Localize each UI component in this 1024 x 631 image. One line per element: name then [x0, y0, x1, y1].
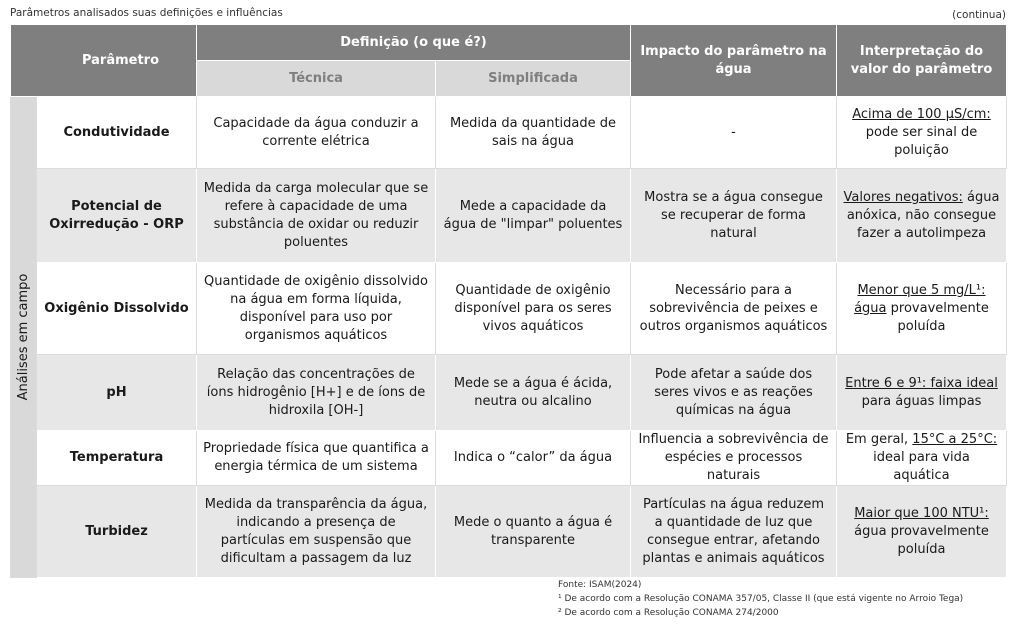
def-tecnica: Medida da carga molecular que se refere à capacidade de uma substância de oxidar ou reduzir poluentes [197, 169, 436, 263]
header-definicao: Definição (o que é?) [197, 25, 631, 61]
def-simplificada: Mede se a água é ácida, neutra ou alcalino [436, 355, 631, 431]
header-tecnica: Técnica [197, 61, 436, 97]
param-name: Condutividade [37, 97, 197, 169]
impacto: Pode afetar a saúde dos seres vivos e as reações químicas na água [631, 355, 837, 431]
param-name: Temperatura [37, 431, 197, 486]
interp-prefix: Em geral, [845, 432, 913, 447]
def-simplificada: Medida da quantidade de sais na água [436, 97, 631, 169]
interp-text: provavelmente poluída [886, 300, 989, 334]
table-row [11, 97, 1007, 169]
param-name: Turbidez [37, 486, 197, 578]
param-name: Oxigênio Dissolvido [37, 263, 197, 355]
interp-threshold: Acima de 100 µS/cm: [852, 106, 991, 122]
interp-threshold: 15°C a 25°C: [912, 432, 998, 447]
impacto: - [631, 97, 837, 169]
impacto: Necessário para a sobrevivência de peixes e outros organismos aquáticos [631, 263, 837, 355]
source-note: Fonte: ISAM(2024) [558, 580, 642, 590]
header-simplificada: Simplificada [436, 61, 631, 97]
interpretacao [837, 169, 1007, 263]
header-interpretacao: Interpretação do valor do parâmetro [837, 25, 1007, 97]
interpretacao [837, 486, 1007, 578]
table-row [11, 431, 1007, 486]
def-tecnica: Capacidade da água conduzir a corrente elétrica [197, 97, 436, 169]
impacto: Mostra se a água consegue se recuperar de forma natural [631, 169, 837, 263]
interp-text: ideal para vida aquática [873, 450, 970, 483]
interp-text: pode ser sinal de poluição [865, 124, 978, 158]
interpretacao [837, 97, 1007, 169]
continued-label: (continua) [952, 9, 1006, 21]
header-parametro: Parâmetro [11, 25, 197, 97]
footnote-2: ² De acordo com a Resolução CONAMA 274/2000 [558, 608, 779, 618]
param-name: pH [37, 355, 197, 431]
table-caption: Parâmetros analisados suas definições e influências [10, 7, 283, 19]
def-tecnica: Propriedade física que quantifica a energia térmica de um sistema [197, 431, 436, 486]
interp-threshold: Entre 6 e 9¹: faixa ideal [845, 375, 998, 391]
def-simplificada: Mede a capacidade da água de "limpar" poluentes [436, 169, 631, 263]
table-row [11, 263, 1007, 355]
footnotes [558, 578, 963, 620]
interp-text: para águas limpas [861, 393, 982, 409]
impacto: Influencia a sobrevivência de espécies e processos naturais [631, 431, 837, 486]
table-row [11, 486, 1007, 578]
interp-threshold: Valores negativos: [843, 189, 963, 205]
side-label-cell [11, 97, 37, 578]
interp-threshold: Maior que 100 NTU¹: [854, 505, 989, 521]
side-label: Análises em campo [15, 273, 31, 401]
def-tecnica: Medida da transparência da água, indicando a presença de partículas em suspensão que dificultam a passagem da luz [197, 486, 436, 578]
def-simplificada: Quantidade de oxigênio disponível para os seres vivos aquáticos [436, 263, 631, 355]
def-simplificada: Mede o quanto a água é transparente [436, 486, 631, 578]
def-simplificada: Indica o “calor” da água [436, 431, 631, 486]
def-tecnica: Quantidade de oxigênio dissolvido na água em forma líquida, disponível para uso por organismos aquáticos [197, 263, 436, 355]
impacto: Partículas na água reduzem a quantidade de luz que consegue entrar, afetando plantas e animais aquáticos [631, 486, 837, 578]
parameters-table [10, 24, 1007, 578]
table-row [11, 169, 1007, 263]
interp-threshold: Menor que 5 mg/L¹: água [854, 282, 986, 316]
interpretacao [837, 263, 1007, 355]
footnote-1: ¹ De acordo com a Resolução CONAMA 357/05, Classe II (que está vigente no Arroio Tega) [558, 594, 964, 604]
param-name: Potencial de Oxirredução - ORP [37, 169, 197, 263]
interp-text: água provavelmente poluída [854, 523, 989, 557]
header-impacto: Impacto do parâmetro na água [631, 25, 837, 97]
interpretacao [837, 355, 1007, 431]
def-tecnica: Relação das concentrações de íons hidrogênio [H+] e de íons de hidroxila [OH-] [197, 355, 436, 431]
interpretacao [837, 431, 1007, 486]
interp-text: água anóxica, não consegue fazer a autolimpeza [846, 189, 1000, 241]
table-row [11, 355, 1007, 431]
